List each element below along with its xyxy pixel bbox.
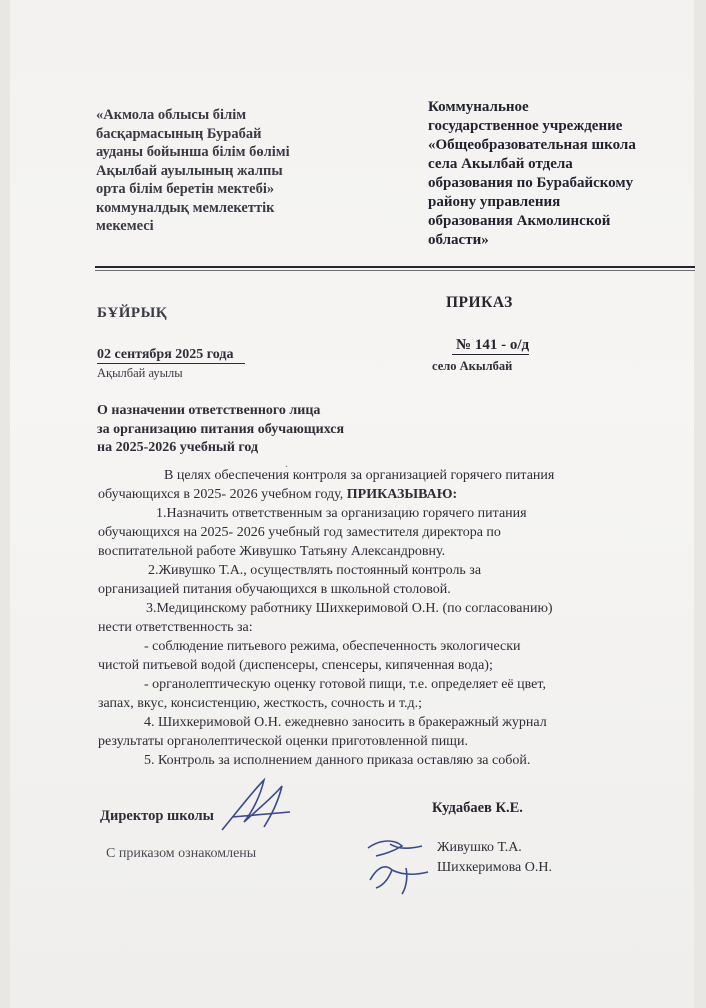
header-ru-line: области» (428, 232, 489, 248)
header-kz-line: орта білім беретін мектебі» (96, 181, 275, 197)
header-ru-line: Коммунальное (428, 99, 529, 115)
order-date: 02 сентября 2025 года (97, 347, 245, 364)
header-ru-line: образования Акмолинской (428, 213, 611, 229)
body-line: организацией питания обучающихся в школьной столовой. (98, 582, 451, 597)
director-name: Кудабаев К.Е. (432, 800, 523, 816)
header-ru-line: «Общеобразовательная школа (428, 137, 636, 153)
header-kz-line: басқармасының Бурабай (96, 125, 262, 142)
header-kz-line: Ақылбай ауылының жалпы (96, 162, 283, 179)
header-kz-line: ауданы бойынша білім бөлімі (96, 144, 290, 160)
body-line: чистой питьевой водой (диспенсеры, спенсеры, кипяченная вода); (98, 658, 493, 673)
body-line: нести ответственность за: (98, 620, 253, 635)
body-line: 5. Контроль за исполнением данного приказа оставляю за собой. (144, 753, 531, 768)
header-divider-thin (95, 270, 695, 271)
subject-line: за организацию питания обучающихся (97, 421, 345, 437)
subject-line: О назначении ответственного лица (97, 403, 321, 418)
body-line: - органолептическую оценку готовой пищи, т.е. определяет её цвет, (144, 677, 546, 692)
header-russian-block (428, 98, 698, 250)
order-subject (97, 402, 344, 458)
order-title-ru: ПРИКАЗ (446, 294, 513, 311)
header-kz-line: мекемесі (96, 218, 154, 234)
acknowledged-label: С приказом ознакомлены (106, 846, 257, 861)
body-line: результаты органолептической оценки приготовленной пищи. (98, 734, 468, 749)
body-line: запах, вкус, консистенцию, жесткость, сочность и т.д.; (98, 696, 423, 711)
stray-dot: . (285, 456, 288, 470)
director-label: Директор школы (100, 808, 214, 824)
header-kazakh-block (96, 106, 326, 236)
director-signature-icon (212, 772, 302, 842)
body-line: 3.Медицинскому работнику Шихкеримовой О.Н. (по согласованию) (146, 601, 553, 616)
body-line: - соблюдение питьевого режима, обеспеченность экологически (144, 639, 521, 654)
acknowledgement-signatures-icon (362, 830, 442, 896)
body-text: обучающихся в 2025- 2026 учебном году, (98, 487, 347, 502)
header-divider (95, 266, 695, 268)
directive-word: ПРИКАЗЫВАЮ: (346, 487, 458, 502)
body-line: обучающихся на 2025- 2026 учебный год заместителя директора по (98, 525, 501, 540)
subject-line: на 2025-2026 учебный год (97, 440, 259, 455)
acknowledged-name: Живушко Т.А. (437, 840, 522, 855)
acknowledged-name: Шихкеримова О.Н. (437, 860, 552, 875)
body-line: 1.Назначить ответственным за организацию горячего питания (156, 506, 527, 521)
order-body (98, 466, 658, 770)
body-line: В целях обеспечения контроля за организацией горячего питания (164, 468, 555, 483)
order-title-kz: БҰЙРЫҚ (97, 305, 168, 321)
body-line: 2.Живушко Т.А., осуществлять постоянный контроль за (148, 563, 482, 578)
body-line (98, 485, 658, 504)
body-line: воспитательной работе Живушко Татьяну Александровну. (98, 544, 446, 559)
order-number: № 141 - о/д (452, 337, 529, 355)
header-ru-line: государственное учреждение (428, 118, 623, 134)
body-line: 4. Шихкеримовой О.Н. ежедневно заносить в бракеражный журнал (144, 715, 547, 730)
order-place-kz: Ақылбай ауылы (97, 366, 183, 380)
header-ru-line: району управления (428, 194, 561, 210)
header-ru-line: села Акылбай отдела (428, 156, 573, 172)
header-kz-line: «Акмола облысы білім (96, 107, 247, 123)
header-ru-line: образования по Бурабайскому (428, 175, 634, 191)
header-kz-line: коммуналдық мемлекеттік (96, 199, 275, 216)
order-place-ru: село Акылбай (432, 359, 513, 373)
